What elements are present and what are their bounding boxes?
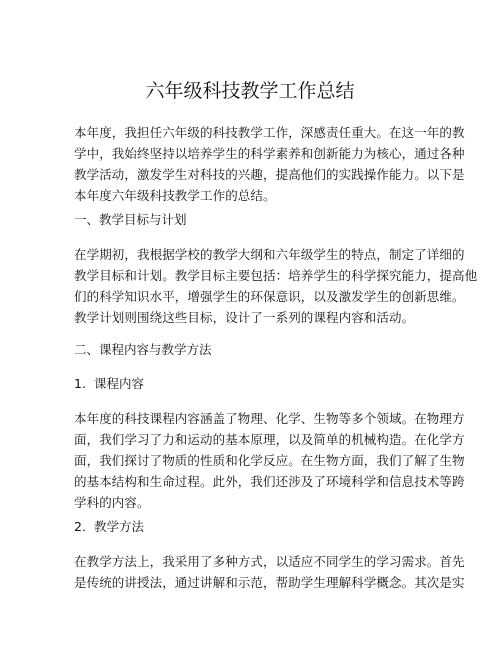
paragraph-line: 本年度的科技课程内容涵盖了物理、化学、生物等多个领域。在物理方 (74, 411, 465, 426)
methods-paragraph (74, 551, 465, 593)
subsection-number: 2. (74, 519, 86, 534)
subsection-label: 课程内容 (93, 376, 144, 391)
subsection-number: 1. (74, 376, 86, 391)
paragraph-line: 面，我们学习了力和运动的基本原理，以及简单的机械构造。在化学方 (74, 432, 465, 447)
subsection-heading-content (74, 373, 144, 394)
paragraph-line: 是传统的讲授法，通过讲解和示范，帮助学生理解科学概念。其次是实 (74, 575, 465, 590)
paragraph-line: 学科的内容。 (74, 495, 150, 510)
goals-paragraph (74, 244, 478, 328)
section-heading-goals: 一、教学目标与计划 (74, 212, 187, 227)
paragraph-line: 在教学方法上，我采用了多种方式，以适应不同学生的学习需求。首先 (74, 554, 465, 569)
paragraph-line: 教学活动，激发学生对科技的兴趣，提高他们的实践操作能力。以下是 (74, 167, 465, 182)
document-title: 六年级科技教学工作总结 (145, 80, 355, 102)
paragraph-line: 们的科学知识水平，增强学生的环保意识，以及激发学生的创新思维。 (74, 289, 465, 304)
intro-paragraph (74, 122, 465, 206)
paragraph-line: 教学计划则围绕这些目标，设计了一系列的课程内容和活动。 (74, 310, 415, 325)
subsection-label: 教学方法 (93, 519, 144, 534)
section-heading-content-methods: 二、课程内容与教学方法 (74, 342, 212, 357)
paragraph-line: 学中，我始终坚持以培养学生的科学素养和创新能力为核心，通过各种 (74, 146, 465, 161)
subsection-heading-methods (74, 516, 144, 537)
paragraph-line: 教学目标和计划。教学目标主要包括：培养学生的科学探究能力，提高他 (74, 268, 478, 283)
paragraph-line: 本年度六年级科技教学工作的总结。 (74, 188, 276, 203)
paragraph-line: 在学期初，我根据学校的教学大纲和六年级学生的特点，制定了详细的 (74, 247, 465, 262)
paragraph-line: 本年度，我担任六年级的科技教学工作，深感责任重大。在这一年的教 (74, 125, 465, 140)
paragraph-line: 面，我们探讨了物质的性质和化学反应。在生物方面，我们了解了生物 (74, 453, 465, 468)
content-paragraph (74, 408, 465, 513)
paragraph-line: 的基本结构和生命过程。此外，我们还涉及了环境科学和信息技术等跨 (74, 474, 465, 489)
